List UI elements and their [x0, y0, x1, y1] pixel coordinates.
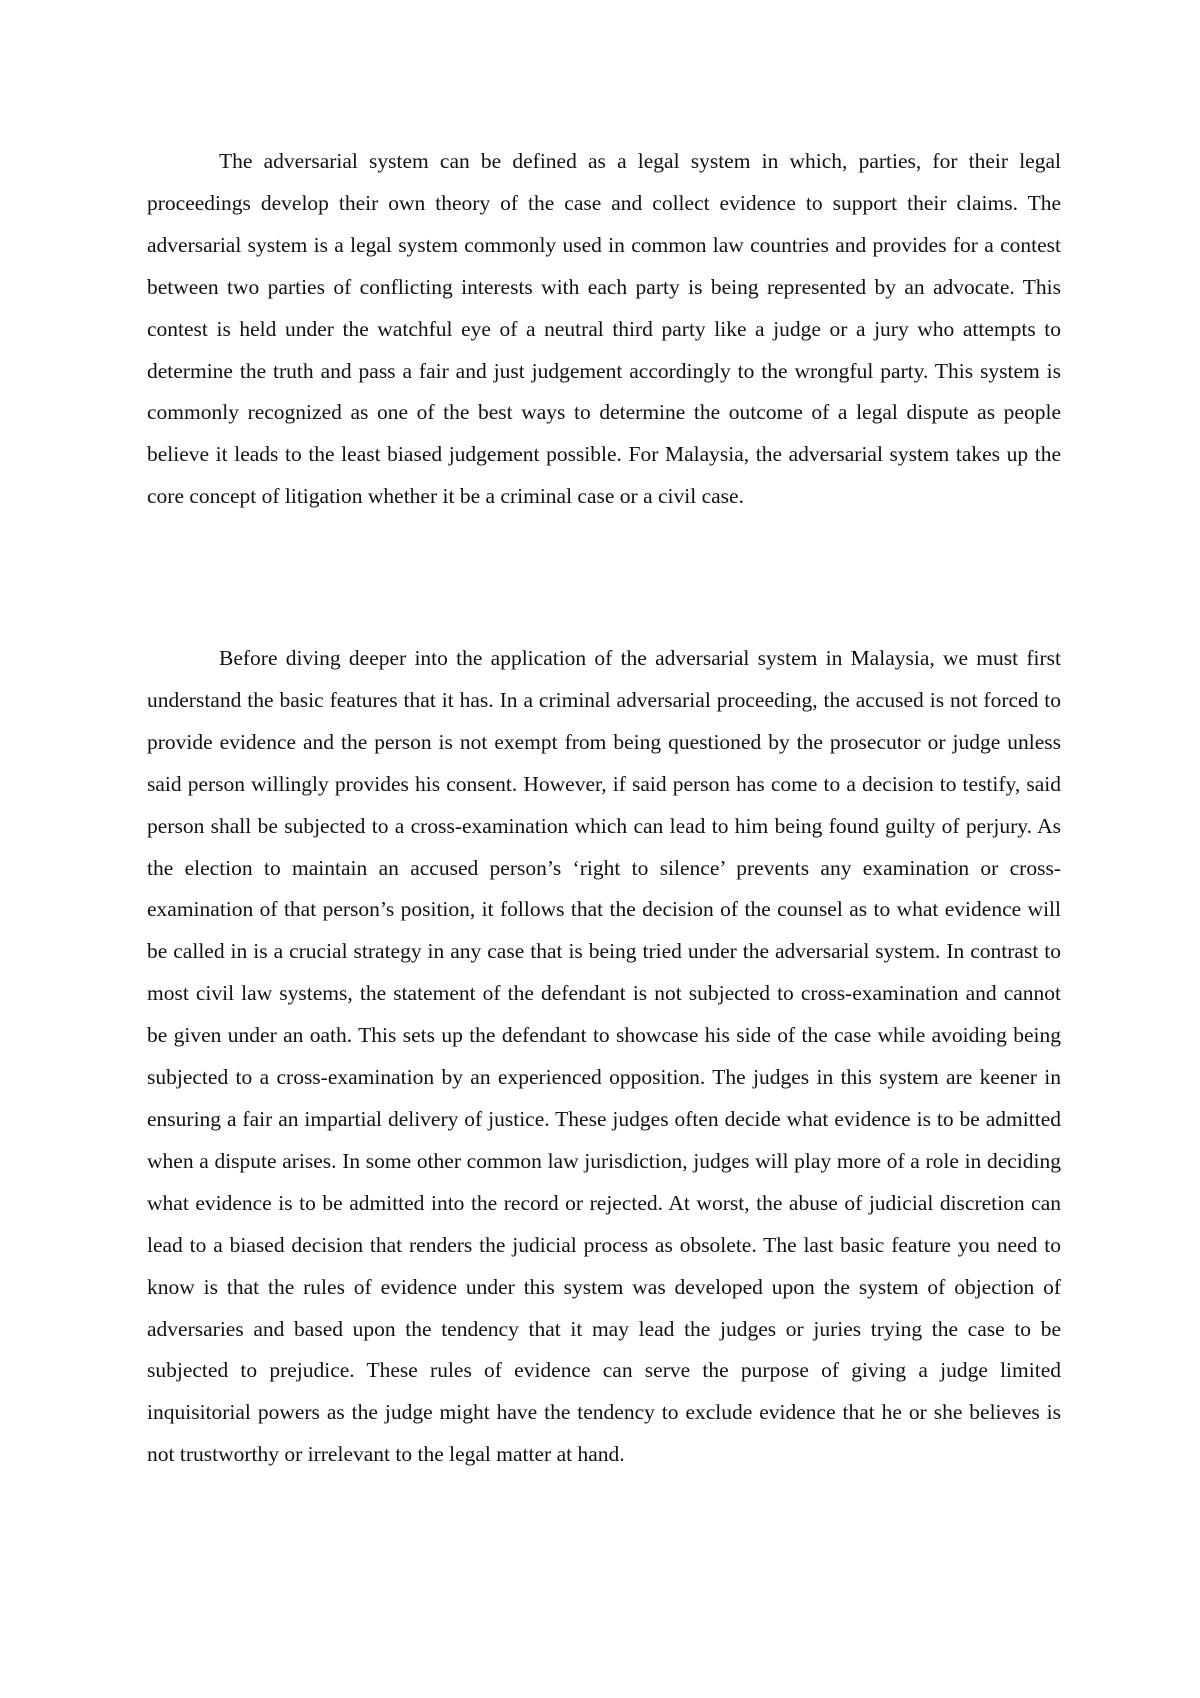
paragraph-2: Before diving deeper into the application of the adversarial system in Malaysia, we must first understand the basic features that it has. In a criminal adversarial proceeding, the accused is not forced to provide evidence and the person is not exempt from being questioned by the prosecutor or judge unless said person willingly provides his consent. However, if said person has come to a decision to testify, said person shall be subjected to a cross-examination which can lead to him being found guilty of perjury. As the election to maintain an accused person’s ‘right to silence’ prevents any examination or cross-examination of that person’s position, it follows that the decision of the counsel as to what evidence will be called in is a crucial strategy in any case that is being tried under the adversarial system. In contrast to most civil law systems, the statement of the defendant is not subjected to cross-examination and cannot be given under an oath. This sets up the defendant to showcase his side of the case while avoiding being subjected to a cross-examination by an experienced opposition. The judges in this system are keener in ensuring a fair an impartial delivery of justice. These judges often decide what evidence is to be admitted when a dispute arises. In some other common law jurisdiction, judges will play more of a role in deciding what evidence is to be admitted into the record or rejected. At worst, the abuse of judicial discretion can lead to a biased decision that renders the judicial process as obsolete. The last basic feature you need to know is that the rules of evidence under this system was developed upon the system of objection of adversaries and based upon the tendency that it may lead the judges or juries trying the case to be subjected to prejudice. These rules of evidence can serve the purpose of giving a judge limited inquisitorial powers as the judge might have the tendency to exclude evidence that he or she believes is not trustworthy or irrelevant to the legal matter at hand. — [147, 646, 1061, 1467]
paragraph-1-block — [147, 141, 1061, 518]
paragraph-1: The adversarial system can be defined as a legal system in which, parties, for their legal proceedings develop their own theory of the case and collect evidence to support their claims. The adversarial system is a legal system commonly used in common law countries and provides for a contest between two parties of conflicting interests with each party is being represented by an advocate. This contest is held under the watchful eye of a neutral third party like a judge or a jury who attempts to determine the truth and pass a fair and just judgement accordingly to the wrongful party. This system is commonly recognized as one of the best ways to determine the outcome of a legal dispute as people believe it leads to the least biased judgement possible. For Malaysia, the adversarial system takes up the core concept of litigation whether it be a criminal case or a civil case. — [147, 149, 1061, 509]
paragraph-2-block — [147, 638, 1061, 1476]
